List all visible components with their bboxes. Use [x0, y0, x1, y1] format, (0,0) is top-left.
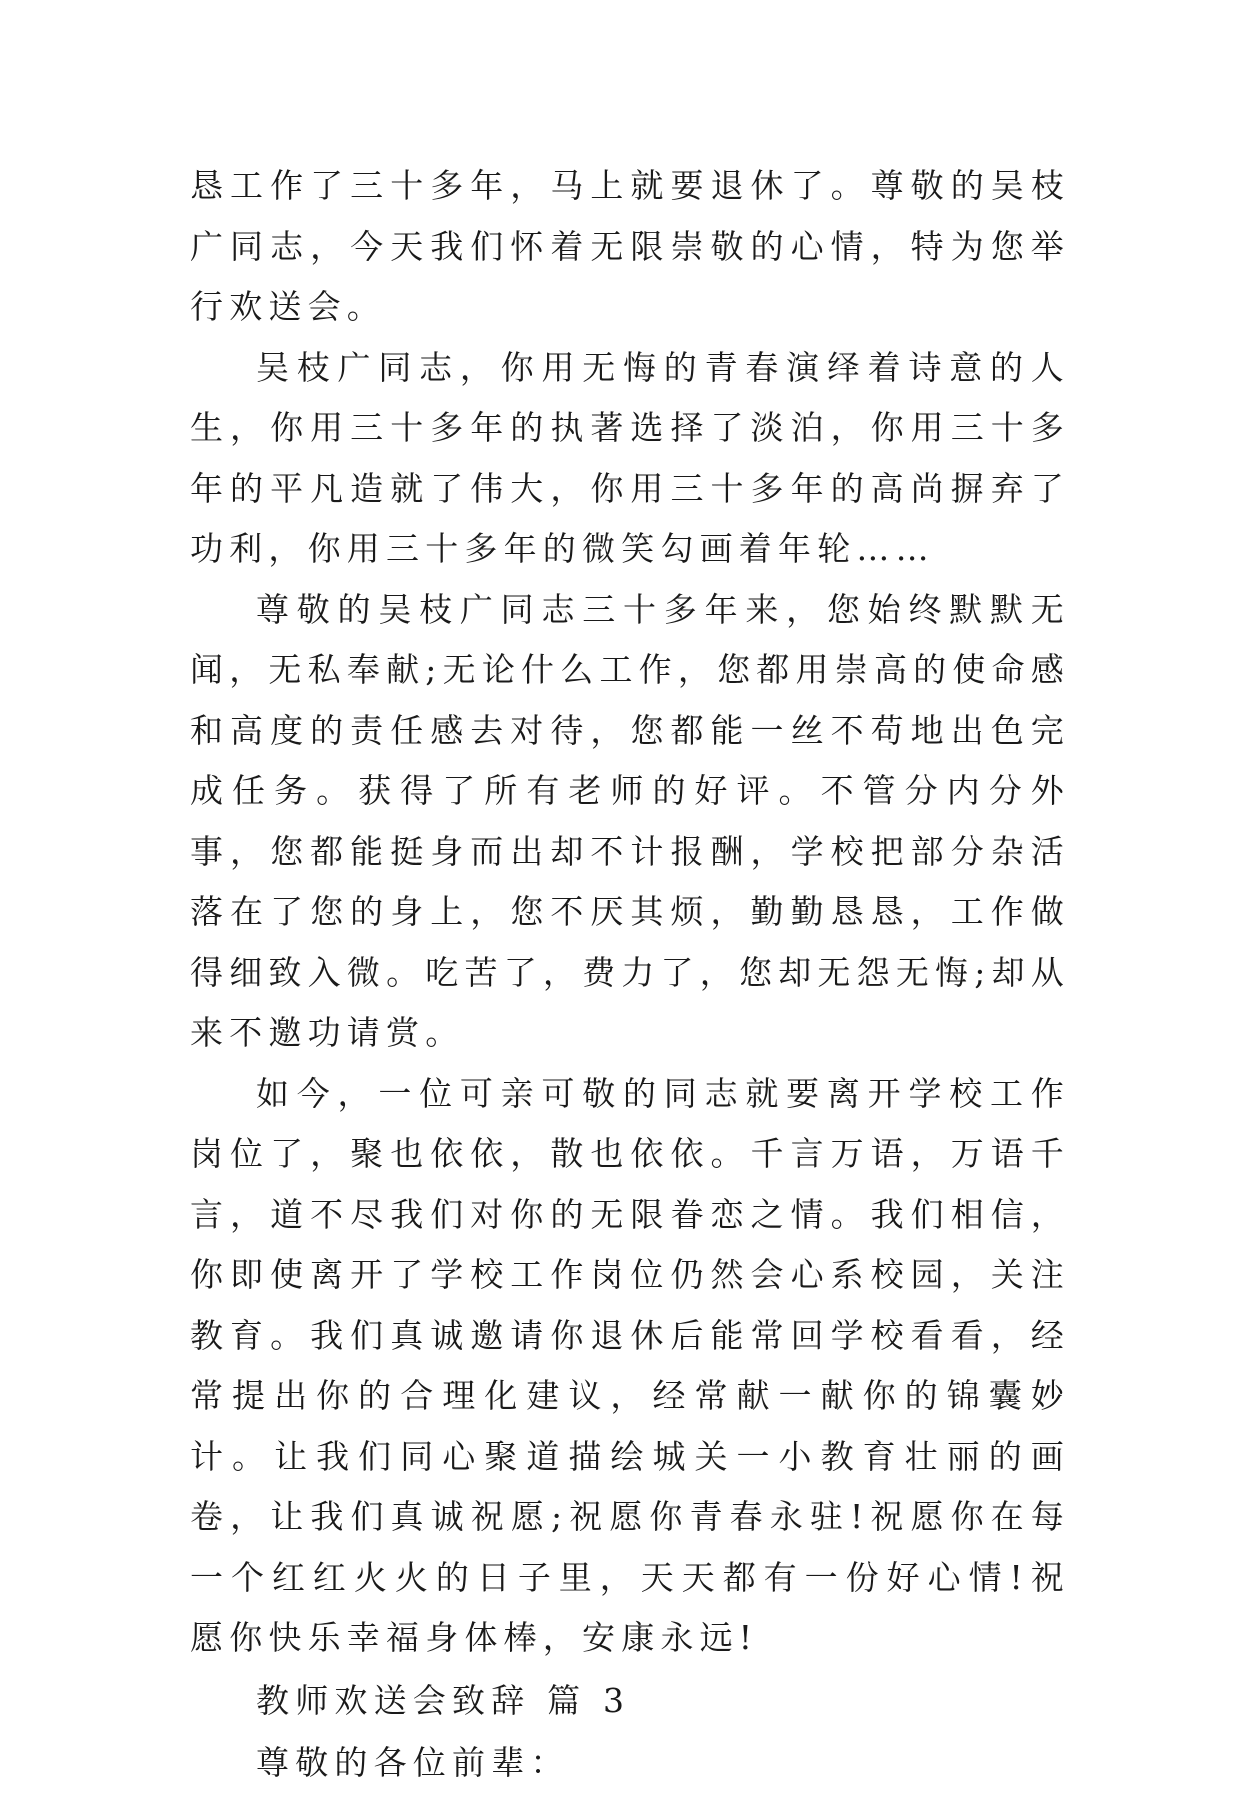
salutation: 尊敬的各位前辈： — [256, 1743, 570, 1782]
paragraph-1: 恳工作了三十多年，马上就要退休了。尊敬的吴枝广同志，今天我们怀着无限崇敬的心情，特为您举行欢送会。 — [190, 166, 1070, 326]
section-heading: 教师欢送会致辞 篇 3 — [256, 1680, 631, 1720]
paragraph-3: 尊敬的吴枝广同志三十多年来，您始终默默无闻，无私奉献;无论什么工作，您都用崇高的使命感和高度的责任感去对待，您都能一丝不苟地出色完成任务。获得了所有老师的好评。不管分内分外事，您都能挺身而出却不计报酬，学校把部分杂活落在了您的身上，您不厌其烦，勤勤恳恳，工作做得细致入微。吃苦了，费力了，您却无怨无悔;却从来不邀功请赏。 — [190, 589, 1070, 1052]
paragraph-4: 如今，一位可亲可敬的同志就要离开学校工作岗位了，聚也依依，散也依依。千言万语，万语千言，道不尽我们对你的无限眷恋之情。我们相信，你即使离开了学校工作岗位仍然会心系校园，关注教育。我们真诚邀请你退休后能常回学校看看，经常提出你的合理化建议，经常献一献你的锦囊妙计。让我们同心聚道描绘城关一小教育壮丽的画卷，让我们真诚祝愿;祝愿你青春永驻!祝愿你在每一个红红火火的日子里，天天都有一份好心情!祝愿你快乐幸福身体棒，安康永远! — [190, 1073, 1070, 1657]
paragraph-2: 吴枝广同志，你用无悔的青春演绎着诗意的人生，你用三十多年的执著选择了淡泊，你用三十多年的平凡造就了伟大，你用三十多年的高尚摒弃了功利，你用三十多年的微笑勾画着年轮…… — [190, 347, 1070, 568]
document-body — [190, 156, 1070, 1794]
